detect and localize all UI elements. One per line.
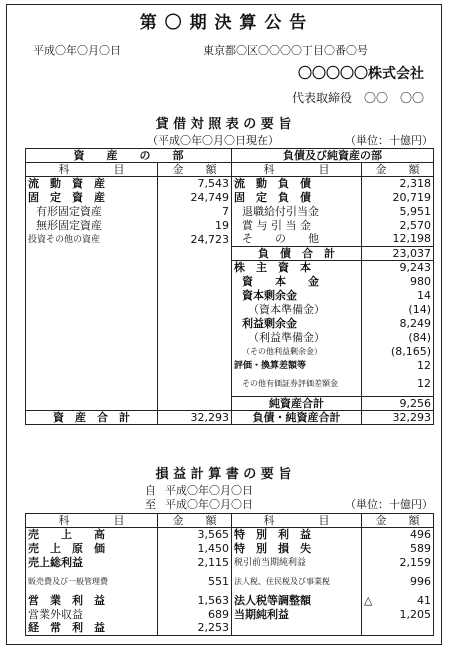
is-left-label: 売 上 高 <box>28 527 105 541</box>
bs-left-value: 24,723 <box>158 233 232 247</box>
bs-right-value: 12,198 <box>362 233 434 247</box>
liabilities-amount-column-header: 金 額 <box>362 163 434 177</box>
bs-right-value: 14 <box>362 289 434 303</box>
negative-sign: △ <box>364 593 373 607</box>
is-left-label: 営業外収益 <box>28 607 83 621</box>
is-left-value: 551 <box>158 570 232 594</box>
assets-item-column-header: 科 目 <box>26 163 158 177</box>
is-right-value: 1,205 <box>362 608 434 622</box>
assets-amount-column-header: 金 額 <box>158 163 232 177</box>
is-right-label: 法人税等調整額 <box>232 594 362 608</box>
bs-right-value: (14) <box>362 303 434 317</box>
is-left-item-column-header: 科 目 <box>26 514 158 528</box>
bs-left-label: 有形固定資産 <box>36 204 102 218</box>
liabilities-total-value: 23,037 <box>362 247 434 261</box>
is-right-value: △ 41 <box>362 594 434 608</box>
liabilities-net-assets-total-value: 32,293 <box>362 411 434 425</box>
bs-right-label: 流 動 負 債 <box>232 177 362 191</box>
is-period-to-label: 至 <box>145 498 156 511</box>
is-left-label: 営 業 利 益 <box>28 593 105 607</box>
liabilities-item-column-header: 科 目 <box>232 163 362 177</box>
is-period-from-label: 自 <box>145 484 156 497</box>
bs-right-label: その他有価証券評価差額金 <box>232 373 362 397</box>
assets-total-value: 32,293 <box>158 411 232 425</box>
is-right-value: 996 <box>362 570 434 594</box>
balance-sheet-table <box>25 148 434 425</box>
bs-left-label: 無形固定資産 <box>36 218 102 232</box>
is-right-value: 589 <box>362 542 434 556</box>
bs-right-label: 利益剰余金 <box>232 317 362 331</box>
is-left-label: 経 常 利 益 <box>28 621 105 635</box>
notice-title: 第 〇 期 決 算 公 告 <box>139 13 308 33</box>
bs-right-label: 資本剰余金 <box>232 289 362 303</box>
bs-unit: （単位：十億円） <box>345 134 433 147</box>
is-right-label: 法人税、住民税及び事業税 <box>232 570 362 594</box>
bs-left-value: 19 <box>158 219 232 233</box>
bs-right-label: 退職給付引当金 <box>232 205 362 219</box>
bs-right-value: 12 <box>362 359 434 373</box>
is-unit: （単位：十億円） <box>345 498 433 511</box>
net-assets-total-value: 9,256 <box>362 397 434 411</box>
bs-right-value: (84) <box>362 331 434 345</box>
is-left-value: 2,115 <box>158 556 232 570</box>
bs-right-value: 980 <box>362 275 434 289</box>
bs-right-value: 8,249 <box>362 317 434 331</box>
company-address: 東京都〇区〇〇〇〇丁目〇番〇号 <box>203 44 368 57</box>
is-right-label: 特 別 利 益 <box>232 528 362 542</box>
is-period-from: 平成〇年〇月〇日 <box>165 484 253 497</box>
net-assets-total-label: 純資産合計 <box>232 397 362 411</box>
bs-right-label: 株 主 資 本 <box>232 261 362 275</box>
is-left-value: 2,253 <box>158 622 232 636</box>
settlement-notice <box>6 4 442 645</box>
is-title: 損 益 計 算 書 の 要 旨 <box>155 467 292 482</box>
bs-left-label: 投資その他の資産 <box>28 234 101 245</box>
bs-right-value: 2,570 <box>362 219 434 233</box>
is-left-value: 1,563 <box>158 594 232 608</box>
bs-left-label: 流 動 資 産 <box>28 176 105 190</box>
is-right-value: 496 <box>362 528 434 542</box>
bs-right-label: （その他利益剰余金） <box>232 345 362 359</box>
representative: 代表取締役 〇〇 〇〇 <box>291 91 424 105</box>
is-left-label: 売 上 原 価 <box>28 541 105 555</box>
bs-right-value: 9,243 <box>362 261 434 275</box>
is-left-label: 売上総利益 <box>28 555 83 569</box>
bs-right-value: 2,318 <box>362 177 434 191</box>
is-right-item-column-header: 科 目 <box>232 514 362 528</box>
bs-as-of-date: （平成〇年〇月〇日現在） <box>147 134 279 147</box>
income-statement-table <box>25 513 434 636</box>
bs-left-label: 固 定 資 産 <box>28 190 105 204</box>
bs-left-value: 24,749 <box>158 191 232 205</box>
is-right-label: 特 別 損 失 <box>232 542 362 556</box>
is-right-label: 当期純利益 <box>232 608 362 622</box>
is-period-to: 平成〇年〇月〇日 <box>165 498 253 511</box>
bs-right-label: （利益準備金） <box>232 331 362 345</box>
bs-left-value: 7 <box>158 205 232 219</box>
is-left-label: 販売費及び一般管理費 <box>28 576 108 586</box>
bs-right-value: 20,719 <box>362 191 434 205</box>
bs-right-label: 固 定 負 債 <box>232 191 362 205</box>
bs-right-label: そ の 他 <box>232 233 362 247</box>
liabilities-net-assets-total-label: 負債・純資産合計 <box>232 411 362 425</box>
assets-total-label: 資 産 合 計 <box>26 411 158 425</box>
bs-right-value: (8,165) <box>362 345 434 359</box>
bs-right-value: 12 <box>362 373 434 397</box>
assets-section-header: 資 産 の 部 <box>26 149 232 163</box>
is-right-amount-column-header: 金 額 <box>362 514 434 528</box>
bs-left-value: 7,543 <box>158 177 232 191</box>
bs-right-label: 評価・換算差額等 <box>232 359 362 373</box>
liabilities-section-header: 負債及び純資産の部 <box>232 149 434 163</box>
is-right-value: 2,159 <box>362 556 434 570</box>
is-left-value: 689 <box>158 608 232 622</box>
bs-right-label: 資 本 金 <box>232 275 362 289</box>
is-left-value: 3,565 <box>158 528 232 542</box>
liabilities-total-label: 負 債 合 計 <box>232 247 362 261</box>
bs-title: 貸 借 対 照 表 の 要 旨 <box>155 117 292 132</box>
is-left-value: 1,450 <box>158 542 232 556</box>
notice-date: 平成〇年〇月〇日 <box>33 44 121 57</box>
company-name: 〇〇〇〇〇株式会社 <box>298 66 424 82</box>
is-left-amount-column-header: 金 額 <box>158 514 232 528</box>
bs-right-label: 賞 与 引 当 金 <box>232 219 362 233</box>
bs-right-label: （資本準備金） <box>232 303 362 317</box>
bs-right-value: 5,951 <box>362 205 434 219</box>
is-right-label: 税引前当期純利益 <box>232 556 362 570</box>
